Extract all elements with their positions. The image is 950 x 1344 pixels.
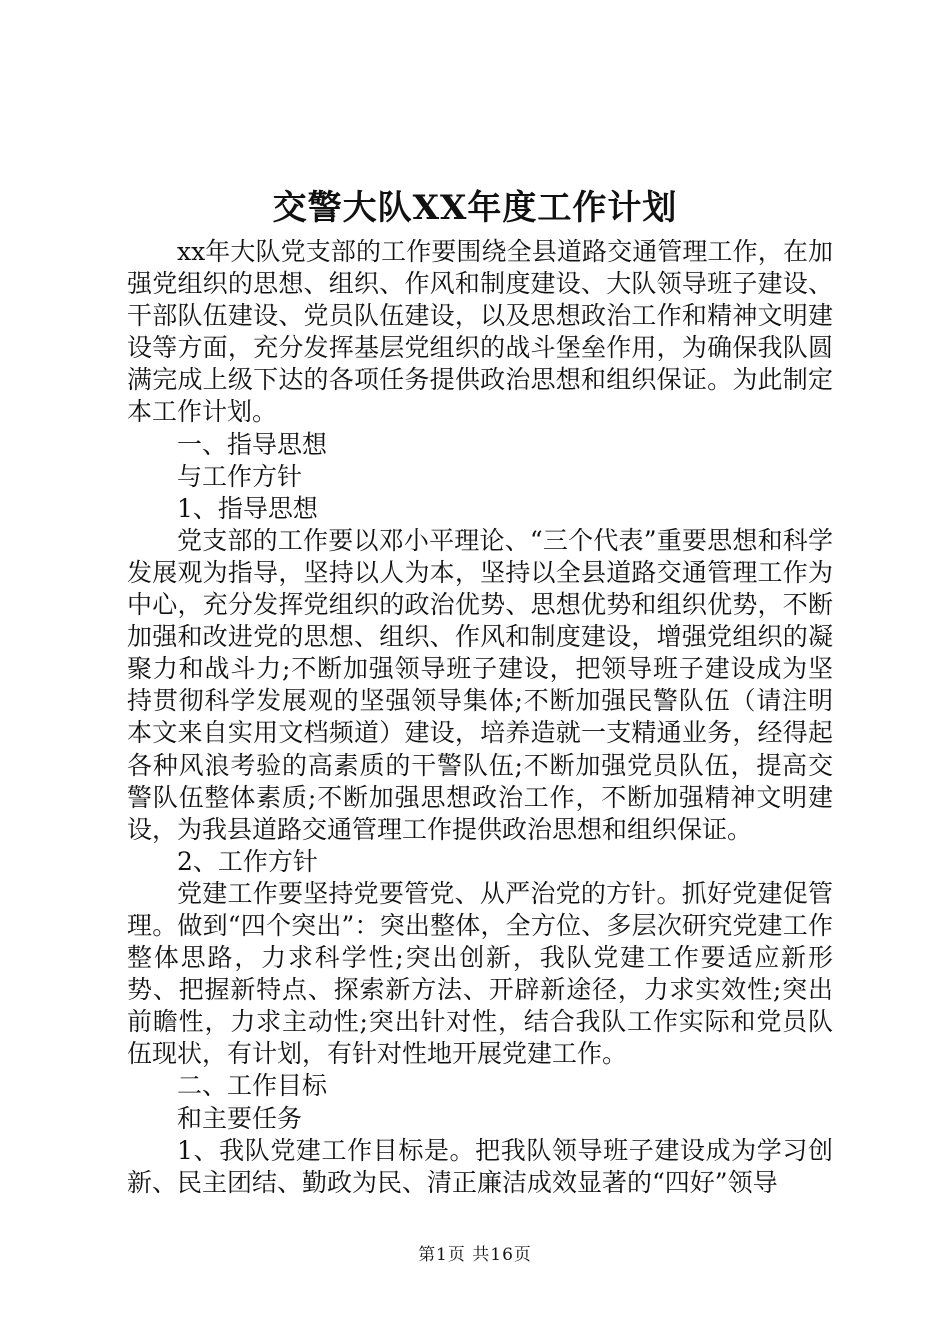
page-number-footer: 第1页 共16页 — [418, 1245, 532, 1265]
intro-paragraph: xx年大队党支部的工作要围绕全县道路交通管理工作，在加强党组织的思想、组织、作风和制度建设、大队领导班子建设、干部队伍建设、党员队伍建设，以及思想政治工作和精神文明建设等方面，充分发挥基层党组织的战斗堡垒作用，为确保我队圆满完成上级下达的各项任务提供政治思想和组织保证。为此制定本工作计划。 — [127, 237, 833, 427]
section-heading-1: 一、指导思想 — [177, 429, 328, 459]
subsection-heading-1-1: 1、指导思想 — [177, 493, 318, 523]
guiding-thought-paragraph: 党支部的工作要以邓小平理论、“三个代表”重要思想和科学发展观为指导，坚持以人为本，坚持以全县道路交通管理工作为中心，充分发挥党组织的政治优势、思想优势和组织优势，不断加强和改进党的思想、组织、作风和制度建设，增强党组织的凝聚力和战斗力;不断加强领导班子建设，把领导班子建设成为坚持贯彻科学发展观的坚强领导集体;不断加强民警队伍（请注明本文来自实用文档频道）建设，培养造就一支精通业务，经得起各种风浪考验的高素质的干警队伍;不断加强党员队伍，提高交警队伍整体素质;不断加强思想政治工作，不断加强精神文明建设，为我县道路交通管理工作提供政治思想和组织保证。 — [127, 525, 833, 844]
section-heading-1-continued: 与工作方针 — [177, 461, 303, 491]
document-body — [127, 236, 833, 1199]
work-policy-paragraph: 党建工作要坚持党要管党、从严治党的方针。抓好党建促管理。做到“四个突出”：突出整体，全方位、多层次研究党建工作整体思路，力求科学性;突出创新，我队党建工作要适应新形势、把握新特点、探索新方法、开辟新途径，力求实效性;突出前瞻性，力求主动性;突出针对性，结合我队工作实际和党员队伍现状，有计划，有针对性地开展党建工作。 — [127, 878, 833, 1069]
subsection-heading-1-2: 2、工作方针 — [177, 846, 318, 876]
section-heading-2: 二、工作目标 — [177, 1071, 328, 1101]
work-goal-paragraph: 1、我队党建工作目标是。把我队领导班子建设成为学习创新、民主团结、勤政为民、清正廉洁成效显著的“四好”领导 — [127, 1135, 833, 1197]
section-heading-2-continued: 和主要任务 — [177, 1103, 303, 1133]
document-title: 交警大队XX年度工作计划 — [272, 188, 678, 228]
